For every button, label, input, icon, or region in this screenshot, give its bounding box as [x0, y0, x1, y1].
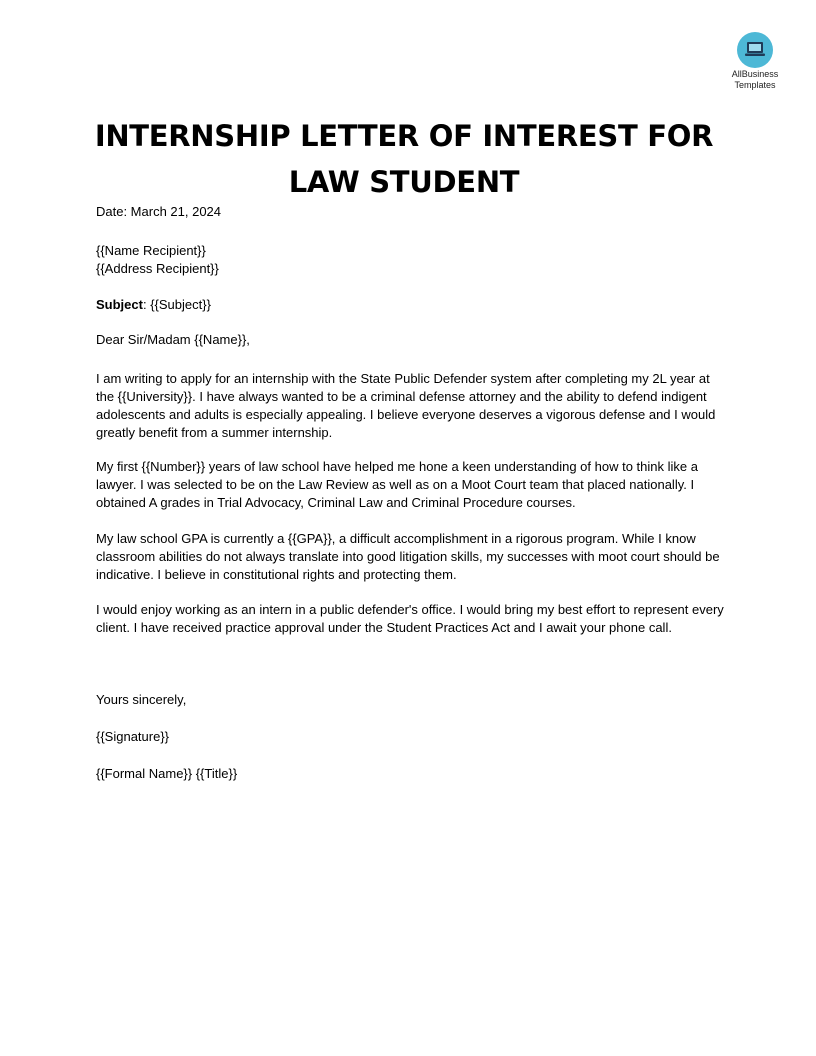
salutation-text: Dear Sir/Madam {{Name}},	[96, 332, 250, 347]
formal-name	[96, 765, 724, 783]
recipient-name: {{Name Recipient}}	[96, 243, 206, 258]
signature-text: {{Signature}}	[96, 729, 170, 744]
paragraph-3	[96, 530, 724, 584]
signature	[96, 728, 724, 746]
subject-value: : {{Subject}}	[142, 297, 211, 312]
brand-logo	[722, 32, 788, 90]
recipient-block	[96, 242, 724, 278]
paragraph-2	[96, 458, 724, 512]
recipient-address: {{Address Recipient}}	[96, 261, 219, 276]
logo-text-line1: AllBusiness	[731, 69, 779, 79]
paragraph-text: I would enjoy working as an intern in a public defender's office. I would bring my best effort to represent every client. I have received practice approval under the Student Practices Act and I await your phone call.	[96, 602, 724, 635]
document-title: INTERNSHIP LETTER OF INTEREST FOR LAW STUDENT	[94, 119, 714, 199]
laptop-icon	[737, 32, 773, 68]
closing	[96, 691, 724, 709]
date-text: Date: March 21, 2024	[96, 204, 222, 219]
paragraph-text: I am writing to apply for an internship with the State Public Defender system after completing my 2L year at the {{University}}. I have always wanted to be a criminal defense attorney and the ability to defend indigent adolescents and adults is especially appealing. I believe everyone deserves a vigorous defense and I would greatly benefit from a summer internship.	[96, 371, 716, 440]
paragraph-text: My first {{Number}} years of law school have helped me hone a keen understanding of how to think like a lawyer. I was selected to be on the Law Review as well as on a Moot Court team that placed nationally. I obtained A grades in Trial Advocacy, Criminal Law and Criminal Procedure courses.	[96, 459, 698, 510]
paragraph-text: My law school GPA is currently a {{GPA}}, a difficult accomplishment in a rigorous program. While I know classroom abilities do not always translate into good litigation skills, my successes with moot court should be indicative. I believe in constitutional rights and protecting them.	[96, 531, 720, 582]
closing-text: Yours sincerely,	[96, 692, 187, 707]
date-line	[96, 203, 724, 221]
salutation	[96, 331, 724, 349]
paragraph-1	[96, 370, 724, 442]
subject-line	[96, 296, 724, 314]
formal-name-text: {{Formal Name}} {{Title}}	[96, 766, 238, 781]
paragraph-4	[96, 601, 724, 637]
logo-text-line2: Templates	[734, 80, 776, 90]
subject-label: Subject	[96, 297, 143, 312]
